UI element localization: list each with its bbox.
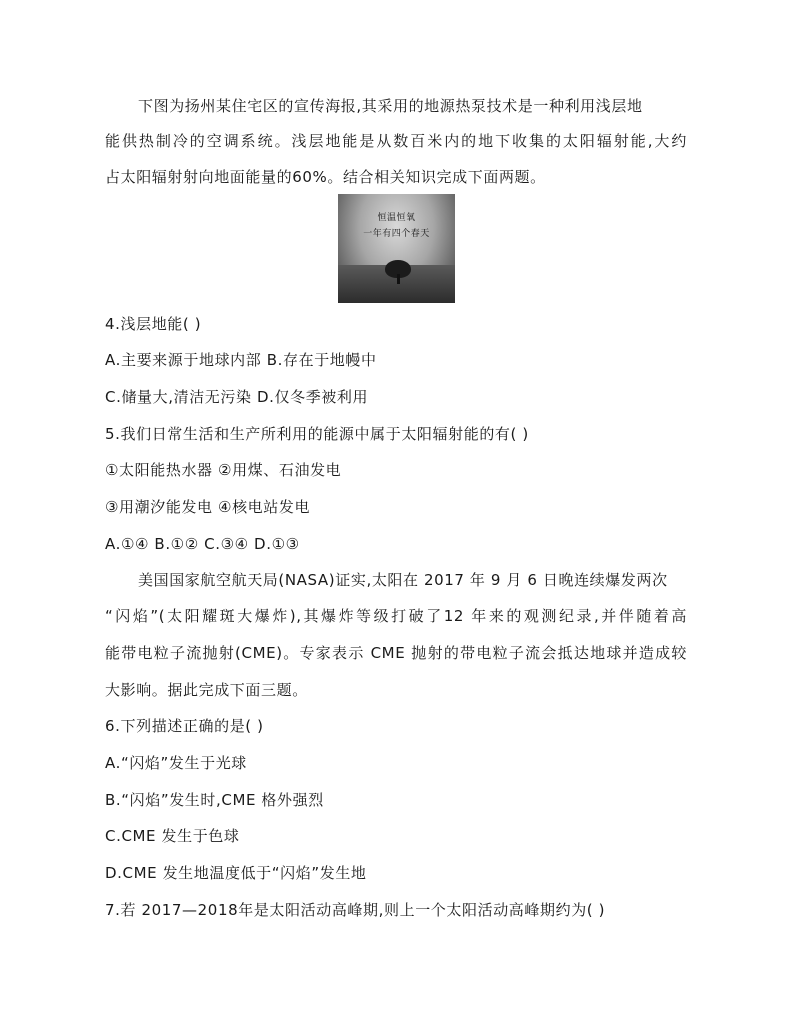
- q6-option-d: D.CME 发生地温度低于“闪焰”发生地: [105, 864, 367, 882]
- q5-items-1: ①太阳能热水器 ②用煤、石油发电: [105, 461, 342, 479]
- q7-stem: 7.若 2017—2018年是太阳活动高峰期,则上一个太阳活动高峰期约为( ): [105, 901, 606, 919]
- intro2-line-4: 大影响。据此完成下面三题。: [105, 681, 308, 699]
- tree-trunk: [397, 274, 400, 284]
- intro2-line-2: “闪焰”(太阳耀斑大爆炸),其爆炸等级打破了12 年来的观测纪录,并伴随着高: [105, 607, 687, 625]
- q5-options: A.①④ B.①② C.③④ D.①③: [105, 535, 300, 553]
- intro1-line-1: 下图为扬州某住宅区的宣传海报,其采用的地源热泵技术是一种利用浅层地: [138, 97, 643, 115]
- q6-option-c: C.CME 发生于色球: [105, 827, 240, 845]
- intro2-line-1: 美国国家航空航天局(NASA)证实,太阳在 2017 年 9 月 6 日晚连续爆发两次: [138, 571, 668, 589]
- intro1-line-3: 占太阳辐射射向地面能量的60%。结合相关知识完成下面两题。: [105, 168, 546, 186]
- q4-stem: 4.浅层地能( ): [105, 315, 202, 333]
- q4-options-cd: C.储量大,清洁无污染 D.仅冬季被利用: [105, 388, 369, 406]
- q6-stem: 6.下列描述正确的是( ): [105, 717, 264, 735]
- q6-option-b: B.“闪焰”发生时,CME 格外强烈: [105, 791, 324, 809]
- q5-stem: 5.我们日常生活和生产所利用的能源中属于太阳辐射能的有( ): [105, 425, 529, 443]
- poster-caption-2: 一年有四个春天: [363, 229, 430, 239]
- q5-items-2: ③用潮汐能发电 ④核电站发电: [105, 498, 311, 516]
- q6-option-a: A.“闪焰”发生于光球: [105, 754, 247, 772]
- intro1-line-2: 能供热制冷的空调系统。浅层地能是从数百米内的地下收集的太阳辐射能,大约: [105, 132, 687, 150]
- q4-options-ab: A.主要来源于地球内部 B.存在于地幔中: [105, 351, 377, 369]
- poster-caption-1: 恒温恒氧: [377, 213, 416, 223]
- poster-image: [338, 194, 455, 303]
- intro2-line-3: 能带电粒子流抛射(CME)。专家表示 CME 抛射的带电粒子流会抵达地球并造成较: [105, 644, 687, 662]
